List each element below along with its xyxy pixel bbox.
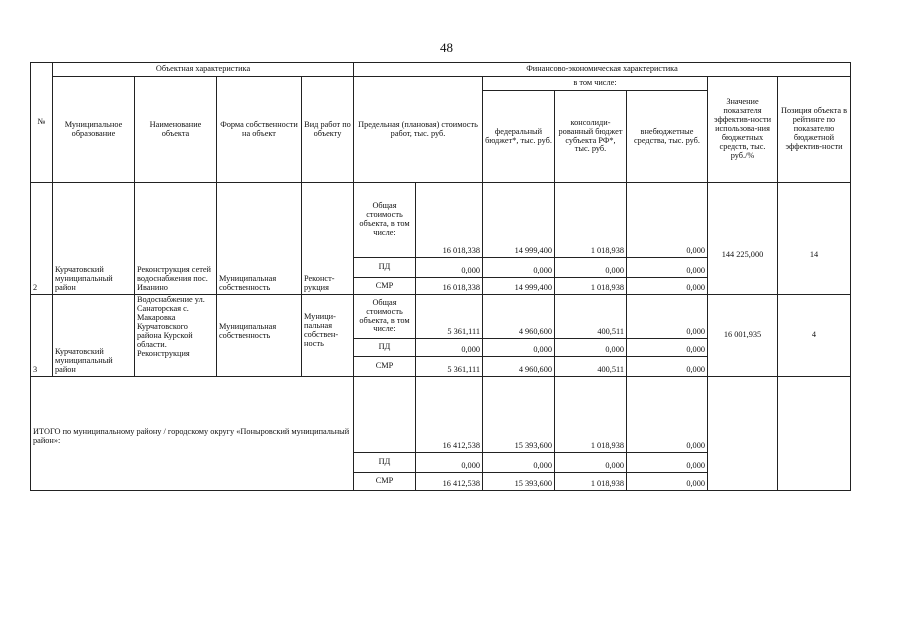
row-total-label: Общая стоимость объекта, в том числе: [354,183,416,258]
row-pd-consolidated: 0,000 [555,339,627,357]
row-total-consolidated: 400,511 [555,295,627,339]
row-total-federal: 14 999,400 [483,183,555,258]
row-municipality: Курчатовский муниципальный район [53,295,135,377]
row-pd-label: ПД [354,258,416,278]
header-ownership: Форма собственности на объект [217,77,302,183]
financial-table [30,62,851,491]
row-pd-cost: 0,000 [416,258,483,278]
total-pd-extrabudget: 0,000 [627,453,708,473]
row-smr-consolidated: 1 018,938 [555,278,627,295]
total-smr-extrabudget: 0,000 [627,473,708,491]
row-ownership: Муниципальная собственность [217,183,302,295]
row-smr-cost: 5 361,111 [416,357,483,377]
total-cost: 16 412,538 [416,377,483,453]
row-pd-federal: 0,000 [483,258,555,278]
page-number: 48 [440,40,453,55]
header-rank: Позиция объекта в рейтинге по показателю бюджетной эффектив-ности [778,77,851,183]
row-smr-federal: 4 960,600 [483,357,555,377]
row-pd-extrabudget: 0,000 [627,339,708,357]
header-work-type: Вид работ по объекту [302,77,354,183]
total-smr-federal: 15 393,600 [483,473,555,491]
total-pd-label: ПД [354,453,416,473]
total-federal: 15 393,600 [483,377,555,453]
total-consolidated: 1 018,938 [555,377,627,453]
row-pd-label: ПД [354,339,416,357]
header-efficiency: Значение показателя эффектив-ности использова-ния бюджетных средств, тыс. руб./% [708,77,778,183]
row-total-extrabudget: 0,000 [627,295,708,339]
total-label: ИТОГО по муниципальному району / городскому округу «Поныровский муниципальный район»: [31,377,354,491]
total-extrabudget: 0,000 [627,377,708,453]
row-work-type: Муници-пальная собствен-ность [302,295,354,377]
row-efficiency: 144 225,000 [708,183,778,295]
row-pd-consolidated: 0,000 [555,258,627,278]
total-row [31,377,851,453]
row-total-extrabudget: 0,000 [627,183,708,258]
header-object-name: Наименование объекта [135,77,217,183]
row-object-name: Водоснабжение ул. Санаторская с. Макаровка Курчатовского района Курской области. Реконструкция [135,295,217,377]
row-efficiency: 16 001,935 [708,295,778,377]
table-row [31,183,851,258]
row-total-cost: 16 018,338 [416,183,483,258]
row-object-name: Реконструкция сетей водоснабжения пос. Иванино [135,183,217,295]
row-rank: 4 [778,295,851,377]
row-smr-cost: 16 018,338 [416,278,483,295]
header-fin-char: Финансово-экономическая характеристика [354,63,851,77]
row-smr-consolidated: 400,511 [555,357,627,377]
row-total-consolidated: 1 018,938 [555,183,627,258]
header-consolidated: консолиди-рованный бюджет субъекта РФ*, тыс. руб. [555,91,627,183]
row-smr-label: СМР [354,357,416,377]
row-num: 3 [31,295,53,377]
header-extrabudget: внебюджетные средства, тыс. руб. [627,91,708,183]
row-pd-cost: 0,000 [416,339,483,357]
header-including: в том числе: [483,77,708,91]
row-smr-label: СМР [354,278,416,295]
header-num: № [31,63,53,183]
total-smr-cost: 16 412,538 [416,473,483,491]
total-smr-label: СМР [354,473,416,491]
row-smr-extrabudget: 0,000 [627,357,708,377]
row-work-type: Реконст-рукция [302,183,354,295]
total-pd-consolidated: 0,000 [555,453,627,473]
header-federal: федеральный бюджет*, тыс. руб. [483,91,555,183]
header-object-char: Объектная характеристика [53,63,354,77]
row-ownership: Муниципальная собственность [217,295,302,377]
row-municipality: Курчатовский муниципальный район [53,183,135,295]
total-smr-consolidated: 1 018,938 [555,473,627,491]
header-municipality: Муниципальное образование [53,77,135,183]
row-smr-extrabudget: 0,000 [627,278,708,295]
row-smr-federal: 14 999,400 [483,278,555,295]
row-total-label: Общая стоимость объекта, в том числе: [354,295,416,339]
total-pd-federal: 0,000 [483,453,555,473]
total-pd-cost: 0,000 [416,453,483,473]
row-total-cost: 5 361,111 [416,295,483,339]
row-num: 2 [31,183,53,295]
row-pd-federal: 0,000 [483,339,555,357]
row-total-federal: 4 960,600 [483,295,555,339]
row-rank: 14 [778,183,851,295]
row-pd-extrabudget: 0,000 [627,258,708,278]
table-row [31,295,851,339]
header-max-cost: Предельная (плановая) стоимость работ, тыс. руб. [354,77,483,183]
